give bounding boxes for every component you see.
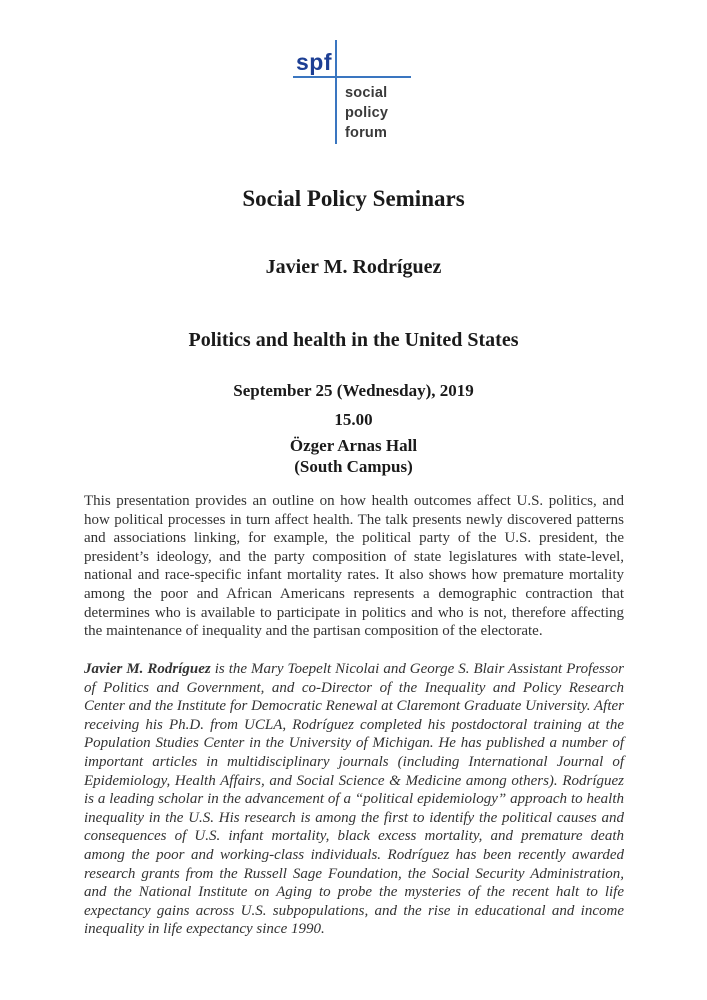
talk-title: Politics and health in the United States [188,329,519,351]
logo-wordmark-line-2: policy [345,105,389,121]
spf-logo [0,0,707,165]
logo-acronym: spf [296,49,332,75]
event-time: 15.00 [334,410,373,429]
logo-wordmark-line-1: social [345,85,388,101]
abstract-paragraph: This presentation provides an outline on how health outcomes affect U.S. politics, and how political processes in turn affect health. The talk presents newly discovered patterns and associations linking, for example, the political party of the U.S. president, the president’s ideology, and the party composition of state legislatures with state-level, national and race-specific infant mortality rates. It also shows how premature mortality among the poor and African Americans represents a demographic contraction that determines who is available to participate in politics and who is not, therefore affecting the maintenance of inequality and the partisan composition of the electorate. [84,493,624,640]
series-title: Social Policy Seminars [242,186,465,211]
bio-text: is the Mary Toepelt Nicolai and George S. Blair Assistant Professor of Politics and Government, and co-Director of the Inequality and Policy Research Center and the Institute for Democratic Renewal at Claremont Graduate University. After receiving his Ph.D. from UCLA, Rodríguez completed his postdoctoral training at the Population Studies Center in the University of Michigan. He has published a number of important articles in multidisciplinary journals (including International Journal of Epidemiology, Health Affairs, and Social Science & Medicine among others). Rodríguez is a leading scholar in the advancement of a “political epidemiology” approach to health inequality in the U.S. His research is among the first to identify the political causes and consequences of U.S. infant mortality, black excess mortality, and premature death among the poor and working-class individuals. Rodríguez has been recently awarded research grants from the Russell Sage Foundation, the Social Security Administration, and the National Institute on Aging to probe the mysteries of the recent halt to life expectancy gains across U.S. subpopulations, and the rise in educational and income inequality in life expectancy since 1990. [84,661,624,938]
bio-paragraph [84,660,624,939]
bio-speaker-lead: Javier M. Rodríguez [84,661,211,677]
logo-vertical-line [335,40,337,144]
event-date: September 25 (Wednesday), 2019 [233,381,474,400]
logo-wordmark-line-3: forum [345,125,388,141]
venue-detail: (South Campus) [294,457,413,476]
speaker-name: Javier M. Rodríguez [265,256,442,278]
event-venue [0,435,707,477]
venue-name: Özger Arnas Hall [289,436,418,455]
logo-wordmark [345,83,388,143]
logo-horizontal-line [293,76,411,78]
